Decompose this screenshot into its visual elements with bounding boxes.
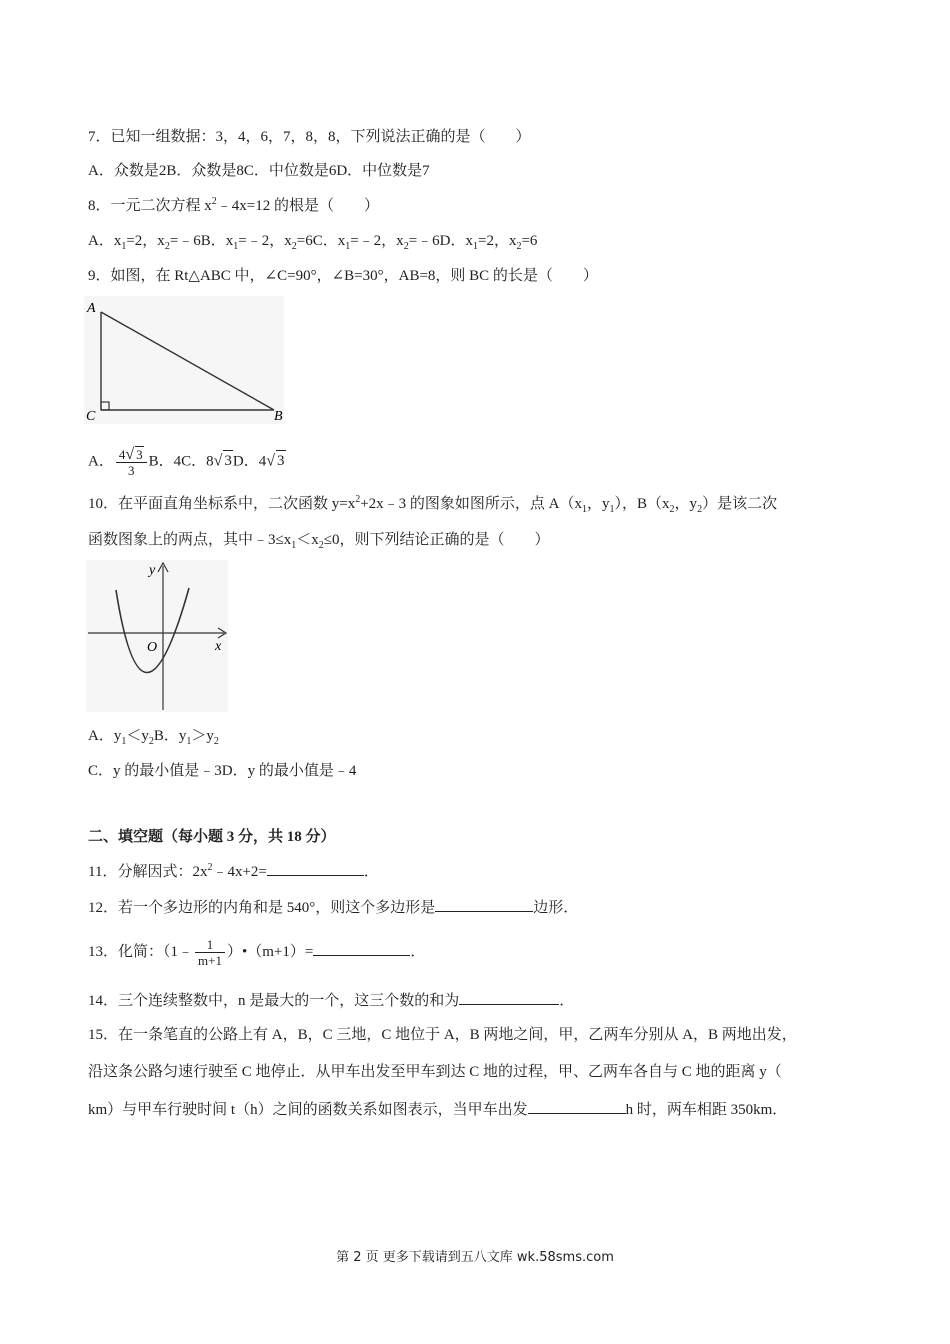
- text-run: 1: [472, 241, 478, 252]
- text-run: 2: [355, 494, 361, 505]
- q14-answer-blank[interactable]: [459, 990, 559, 1005]
- q15-answer-blank[interactable]: [528, 1099, 626, 1114]
- text-run: 2: [148, 736, 154, 747]
- text-run: ，y: [587, 496, 610, 512]
- text-run: 1: [233, 241, 239, 252]
- q11-answer-blank[interactable]: [267, 861, 364, 876]
- label-b: B: [274, 409, 283, 424]
- text-run: 2: [318, 540, 324, 551]
- text-run: B．y: [153, 728, 187, 744]
- q12: 12．若一个多边形的内角和是 540°，则这个多边形是 边形．: [88, 897, 578, 918]
- q10-options-cd: C．y 的最小值是﹣3D．y 的最小值是﹣4: [88, 763, 357, 779]
- text-run: 2: [291, 241, 297, 252]
- text-run: 1: [609, 504, 615, 515]
- text-run: 2: [213, 736, 219, 747]
- text-run: ＜y: [126, 728, 149, 744]
- q8-stem: 8．一元二次方程 $x^2﹣4x=12$ 的根是（ ）: [88, 196, 379, 214]
- text-run: =﹣6B．x: [169, 233, 234, 249]
- q14: 14．三个连续整数中，n 是最大的一个，这三个数的和为 ．: [88, 990, 574, 1011]
- text-run: ），B（x: [614, 496, 670, 512]
- text-run: 1: [121, 241, 127, 252]
- text-run: ≤0，则下列结论正确的是（ ）: [323, 532, 550, 548]
- q7-stem: 7．已知一组数据：3，4，6，7，8，8，下列说法正确的是（ ）: [88, 129, 531, 145]
- q12-answer-blank[interactable]: [435, 897, 533, 912]
- text-run: ）是该二次: [702, 496, 778, 512]
- label-x: x: [215, 639, 222, 654]
- triangle-figure: [84, 296, 284, 424]
- q13-fraction: $\frac{1}{m+1}$: [195, 937, 225, 968]
- text-run: 1: [121, 736, 127, 747]
- option-a-fraction: $\frac{4√ 3}{3}$: [116, 446, 147, 478]
- parabola-figure: [86, 560, 228, 712]
- q7-options: A．众数是2B．众数是8C．中位数是6D．中位数是7: [88, 163, 430, 179]
- text-run: A．x: [88, 233, 122, 249]
- text-run: =6: [521, 233, 538, 249]
- text-run: ＞y: [191, 728, 214, 744]
- section-2-heading: 二、填空题（每小题 3 分，共 18 分）: [88, 829, 336, 845]
- text-run: 2: [403, 241, 409, 252]
- text-run: ＜x: [296, 532, 319, 548]
- text-run: 1: [291, 540, 297, 551]
- label-c: C: [86, 409, 96, 424]
- label-y: y: [149, 563, 156, 578]
- q15-line2: 沿这条公路匀速行驶至 C 地停止．从甲车出发至甲车到达 C 地的过程，甲、乙两车各自与 C 地的距离 y（: [88, 1064, 782, 1080]
- q11: 11．分解因式：$2x^2﹣4x+2=$ ．: [88, 862, 379, 880]
- label-origin: O: [147, 640, 158, 655]
- text-run: =﹣2，x: [350, 233, 404, 249]
- text-run: 1: [582, 504, 588, 515]
- text-run: =﹣2，x: [238, 233, 292, 249]
- text-run: =6C．x: [296, 233, 346, 249]
- text-run: 1: [345, 241, 351, 252]
- text-run: =2，x: [477, 233, 517, 249]
- text-run: +2x﹣3 的图象如图所示，点 A（x: [360, 496, 583, 512]
- label-a: A: [87, 301, 96, 316]
- text-run: 2: [669, 504, 675, 515]
- text-run: 10．在平面直角坐标系中，二次函数 y=x: [88, 496, 356, 512]
- q9-stem: 9．如图，在 Rt△ABC 中，∠C=90°，∠B=30°，AB=8，则 BC 的长是（ ）: [88, 268, 598, 284]
- text-run: ，y: [674, 496, 698, 512]
- q10-stem-line1: [88, 494, 777, 514]
- page-footer: 第 2 页 更多下载请到五八文库 wk.58sms.com: [336, 1250, 614, 1265]
- q10-options-ab: [88, 726, 219, 746]
- text-run: 2: [164, 241, 170, 252]
- q13-answer-blank[interactable]: [313, 941, 410, 956]
- q15-line1: 15．在一条笔直的公路上有 A，B，C 三地，C 地位于 A，B 两地之间，甲，乙两车分别从 A，B 两地出发，: [88, 1027, 797, 1043]
- text-run: 函数图象上的两点，其中﹣3≤x: [88, 532, 292, 548]
- q13: 13．化简：（1﹣ $\frac{1}{m+1}$ ）•（m+1）= ．: [88, 937, 426, 969]
- text-run: 2: [516, 241, 522, 252]
- text-run: 1: [186, 736, 192, 747]
- q15-line3: km）与甲车行驶时间 t（h）之间的函数关系如图表示，当甲车出发 h 时，两车相距 350km．: [88, 1099, 787, 1120]
- text-run: =2，x: [126, 233, 165, 249]
- text-run: 2: [697, 504, 703, 515]
- q9-options: A． $\frac{4√ 3}{3}$ B．4C．8√ 3D．4√ 3: [88, 446, 285, 478]
- q8-options: [88, 231, 537, 251]
- q10-stem-line2: [88, 530, 549, 550]
- text-run: A．y: [88, 728, 122, 744]
- text-run: =﹣6D．x: [408, 233, 473, 249]
